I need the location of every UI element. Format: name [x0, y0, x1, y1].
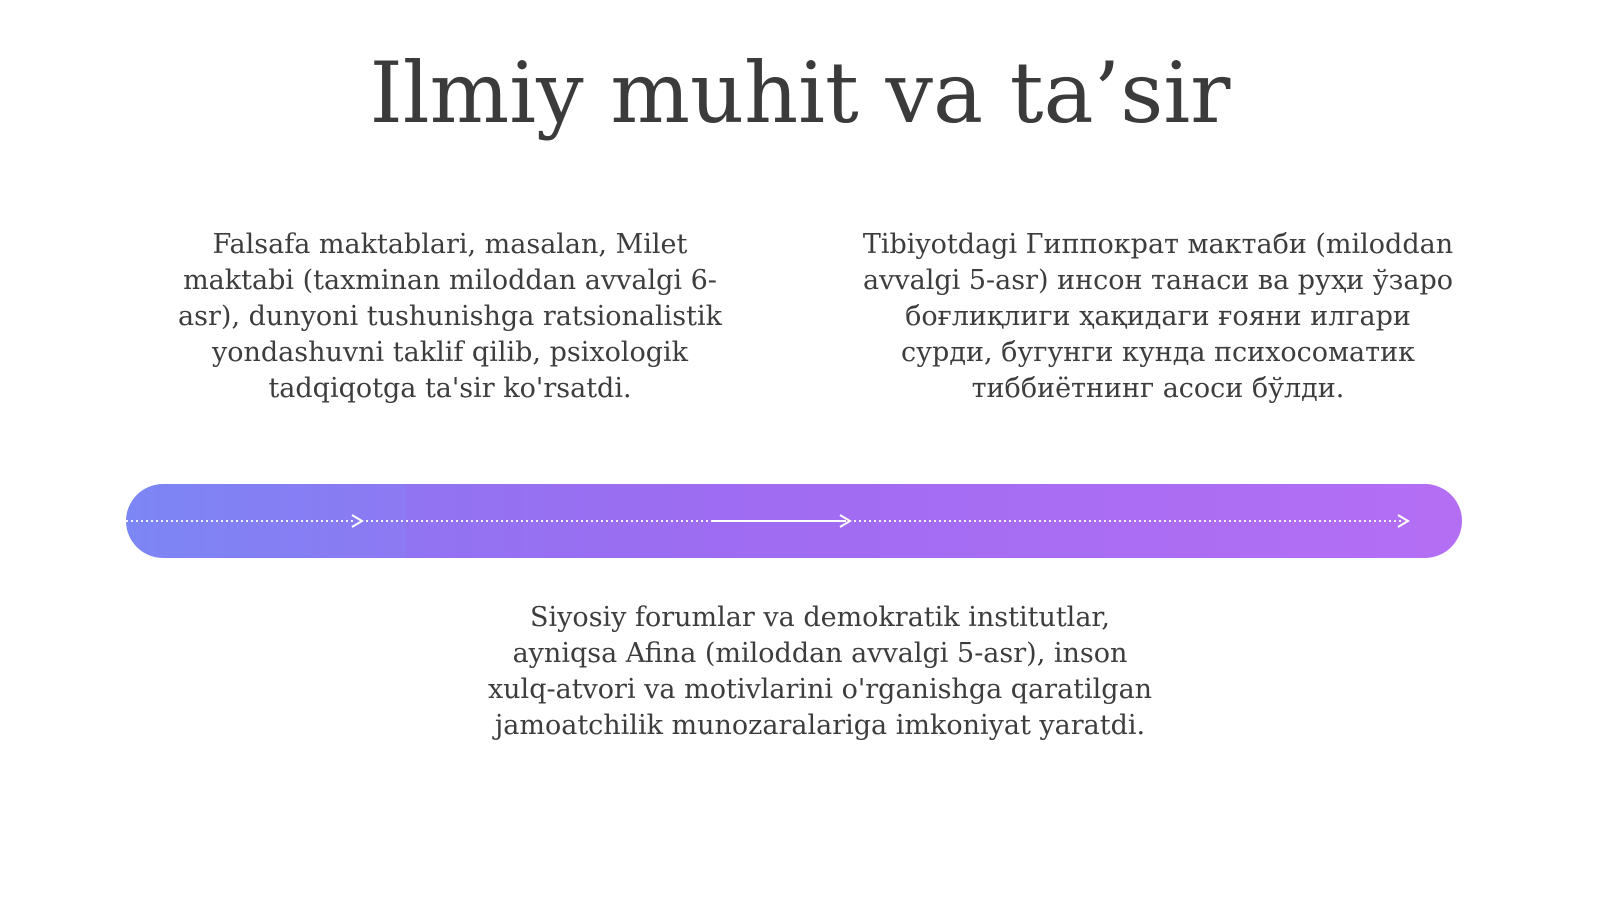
timeline-bar	[126, 484, 1462, 558]
timeline-graphic	[126, 484, 1462, 558]
hippocrates-school-text: Tibiyotdagi Гиппократ мактаби (miloddan avvalgi 5-asr) инсон танаси ва руҳи ўзаро боғлиқлиги ҳақидаги ғояни илгари сурди, бугунги кунда психосоматик тиббиётнинг асоси бўлди.	[862, 229, 1454, 404]
milet-school-text: Falsafa maktablari, masalan, Milet maktabi (taxminan miloddan avvalgi 6- asr), dunyoni tushunishga ratsionalistik yondashuvni taklif qilib, psixologik tadqiqotga ta'sir ko'rsatdi.	[178, 229, 722, 404]
slide-title: Ilmiy muhit va ta’sir	[369, 44, 1231, 142]
athens-democracy-text: Siyosiy forumlar va demokratik institutlar, ayniqsa Afina (miloddan avvalgi 5-asr), inson xulq-atvori va motivlarini o'rganishga qaratilgan jamoatchilik munozaralariga imkoniyat yaratdi.	[487, 602, 1153, 741]
